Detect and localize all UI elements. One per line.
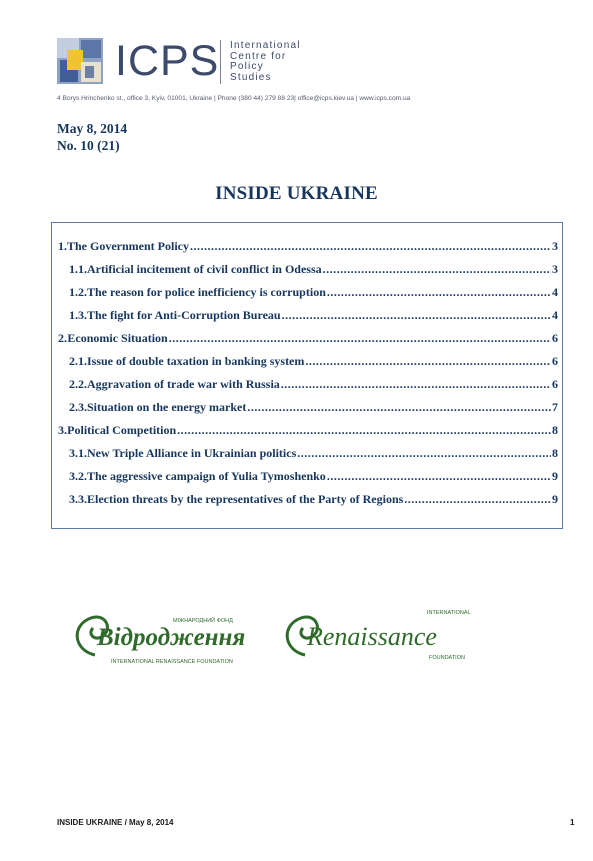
toc-page: 4	[552, 308, 558, 322]
toc-leader	[281, 377, 551, 392]
toc-page: 6	[552, 377, 558, 391]
toc-leader	[169, 331, 551, 346]
page-number: 1	[570, 818, 575, 827]
toc-page: 9	[552, 492, 558, 506]
toc-label: The Government Policy	[67, 239, 189, 253]
icps-header	[57, 38, 357, 88]
toc-label: Election threats by the representatives of the Party of Regions	[87, 492, 404, 506]
toc-page: 3	[552, 239, 558, 253]
toc-label: The aggressive campaign of Yulia Tymoshenko	[87, 469, 326, 483]
toc-entry[interactable]	[69, 262, 558, 277]
toc-label: The fight for Anti-Corruption Bureau	[87, 308, 281, 322]
toc-entry[interactable]	[69, 400, 558, 415]
toc-label: Artificial incitement of civil conflict in Odessa	[87, 262, 322, 276]
toc-leader	[190, 239, 551, 254]
toc-leader	[247, 400, 551, 415]
toc-leader	[177, 423, 551, 438]
renaissance-foundation-logos	[65, 600, 485, 670]
toc-leader	[282, 308, 551, 323]
toc-entry[interactable]	[69, 377, 558, 392]
issue-number: No. 10 (21)	[57, 138, 120, 153]
issue-date: May 8, 2014	[57, 121, 128, 136]
toc-entry[interactable]	[69, 469, 558, 484]
toc-label: New Triple Alliance in Ukrainian politics	[87, 446, 297, 460]
toc-number: 2.	[58, 331, 67, 345]
toc-label: Situation on the energy market	[87, 400, 247, 414]
toc-entry[interactable]	[58, 331, 558, 346]
toc-page: 6	[552, 331, 558, 345]
toc-entry[interactable]	[58, 423, 558, 438]
toc-leader	[327, 469, 551, 484]
toc-page: 7	[552, 400, 558, 414]
toc-number: 3.3.	[69, 492, 87, 506]
toc-entry[interactable]	[69, 285, 558, 300]
renaissance-word: Renaissance	[307, 622, 437, 651]
toc-number: 3.1.	[69, 446, 87, 460]
toc-label: Political Competition	[67, 423, 177, 437]
icps-logo-icon	[57, 38, 103, 84]
renaissance-top-text: INTERNATIONAL	[427, 610, 471, 616]
footer-title: INSIDE UKRAINE / May 8, 2014	[57, 818, 174, 827]
icps-logo-subtitle: International Centre for Policy Studies	[230, 40, 301, 83]
toc-number: 2.2.	[69, 377, 87, 391]
toc-label: The reason for police inefficiency is corruption	[87, 285, 326, 299]
toc-page: 8	[552, 423, 558, 437]
toc-number: 1.1.	[69, 262, 87, 276]
toc-label: Aggravation of trade war with Russia	[87, 377, 280, 391]
toc-leader	[404, 492, 551, 507]
vidrodzhennia-top-text: МІЖНАРОДНИЙ ФОНД	[173, 618, 233, 624]
document-title: INSIDE UKRAINE	[215, 183, 378, 204]
toc-leader	[327, 285, 551, 300]
toc-leader	[305, 354, 551, 369]
toc-entry[interactable]	[69, 446, 558, 461]
toc-number: 1.2.	[69, 285, 87, 299]
toc-number: 2.1.	[69, 354, 87, 368]
toc-page: 6	[552, 354, 558, 368]
issue-info	[57, 120, 127, 154]
renaissance-logo	[287, 610, 470, 661]
toc-page: 3	[552, 262, 558, 276]
table-of-contents	[51, 222, 563, 529]
toc-number: 3.	[58, 423, 67, 437]
toc-entry[interactable]	[69, 308, 558, 323]
toc-page: 9	[552, 469, 558, 483]
toc-leader	[297, 446, 551, 461]
toc-number: 2.3.	[69, 400, 87, 414]
logo-divider	[220, 40, 221, 84]
toc-number: 1.	[58, 239, 67, 253]
icps-logo-text: ICPS	[115, 37, 220, 85]
toc-label: Economic Situation	[67, 331, 168, 345]
toc-page: 8	[552, 446, 558, 460]
toc-number: 1.3.	[69, 308, 87, 322]
contact-address: 4 Borys Hrinchenko st., office 3, Kyiv, 01001, Ukraine | Phone (380 44) 279 88 23| office@icps.kiev.ua | www.icps.com.ua	[57, 95, 411, 102]
toc-label: Issue of double taxation in banking system	[87, 354, 305, 368]
toc-entry[interactable]	[69, 354, 558, 369]
toc-page: 4	[552, 285, 558, 299]
renaissance-bottom-text: FOUNDATION	[429, 655, 465, 661]
vidrodzhennia-bottom-text: INTERNATIONAL RENAISSANCE FOUNDATION	[111, 659, 233, 665]
vidrodzhennia-logo	[77, 616, 245, 665]
vidrodzhennia-word: Відродження	[97, 624, 246, 651]
toc-number: 3.2.	[69, 469, 87, 483]
toc-entry[interactable]	[58, 239, 558, 254]
toc-leader	[323, 262, 551, 277]
toc-entry[interactable]	[69, 492, 558, 507]
